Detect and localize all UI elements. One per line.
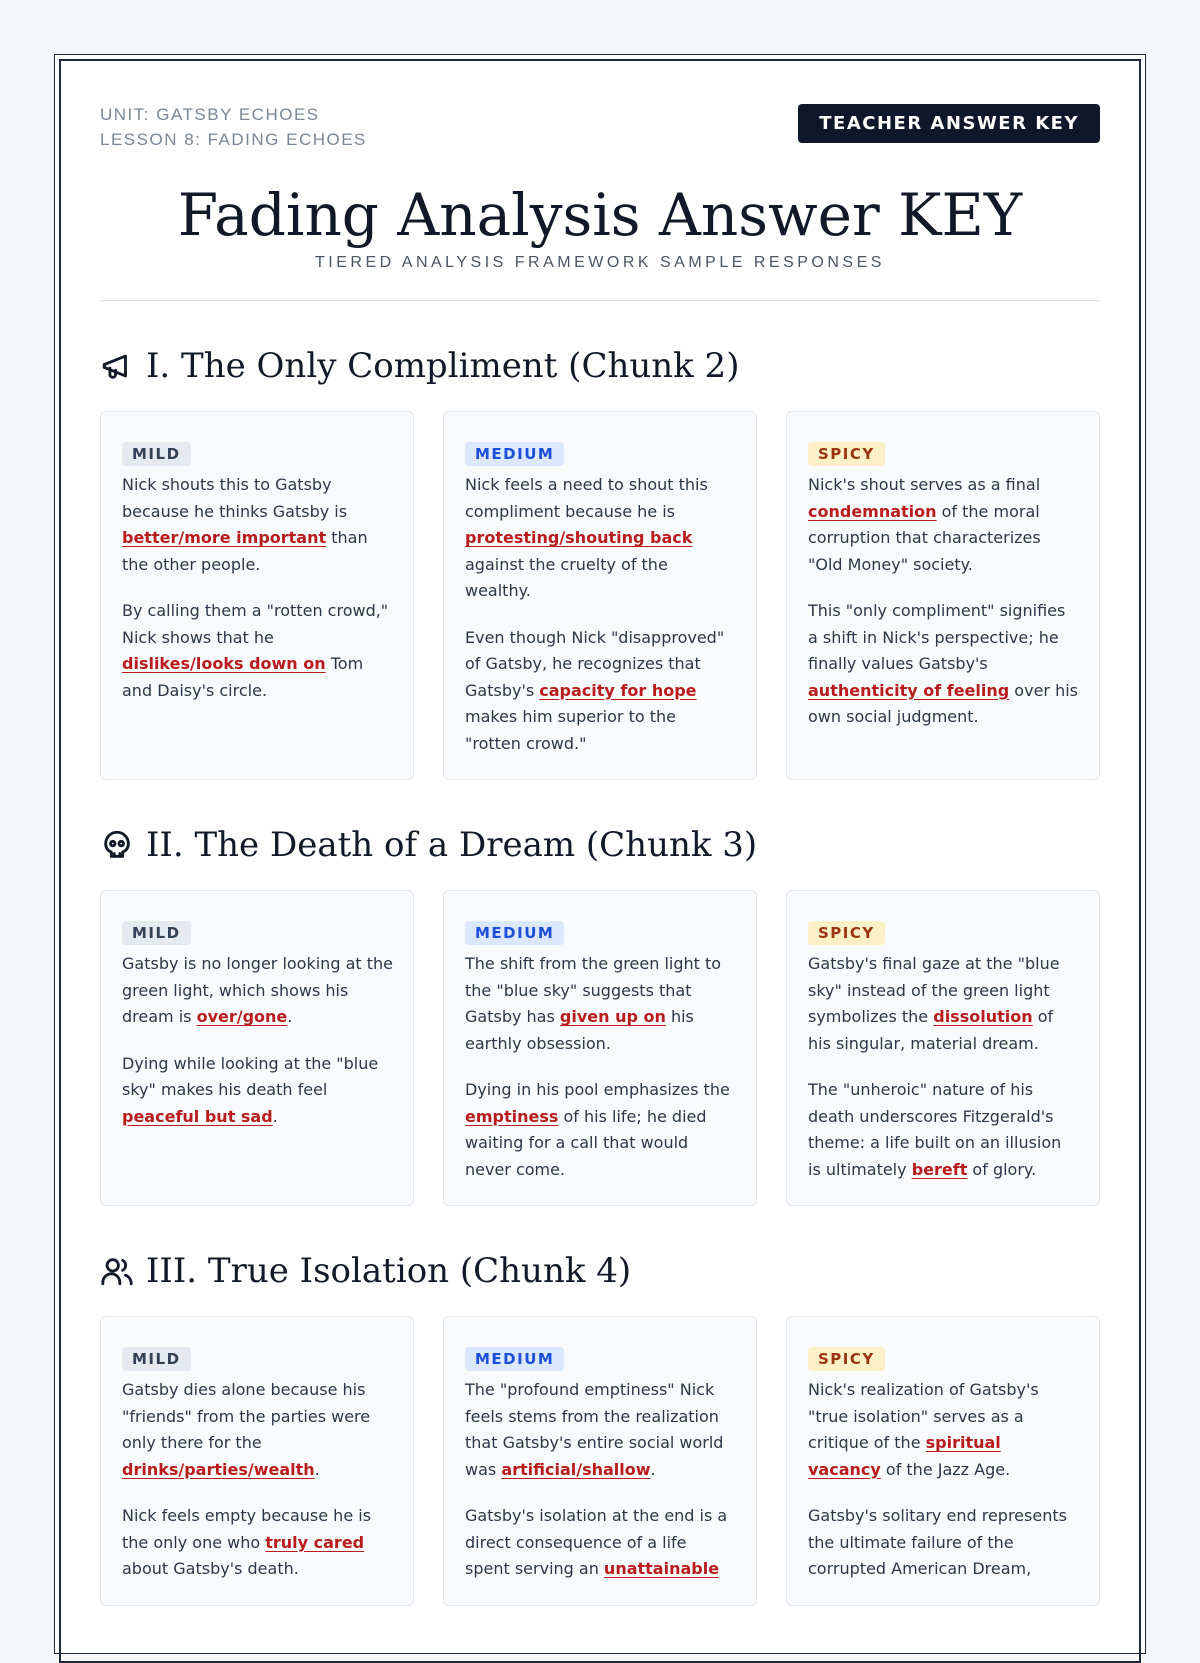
tier-cards [100, 890, 1100, 1206]
response-paragraph [808, 598, 1079, 731]
response-text: Dying while looking at the "blue sky" makes his death feel [122, 1053, 379, 1099]
answer-highlight: given up on [559, 1007, 666, 1026]
response-text: Nick's shout serves as a final [808, 475, 1041, 494]
answer-highlight: protesting/shouting back [465, 528, 693, 547]
section-title: III. True Isolation (Chunk 4) [146, 1251, 632, 1291]
tier-cards [100, 411, 1100, 780]
response-text: Nick feels a need to shout this compliment because he is [465, 475, 708, 521]
analysis-section [100, 820, 1100, 1206]
answer-highlight: unattainable [603, 1559, 720, 1578]
answer-key-badge: TEACHER ANSWER KEY [798, 104, 1100, 143]
tier-badge: MILD [122, 442, 191, 466]
response-paragraph [122, 1503, 393, 1583]
response-text: of his singular, material dream. [808, 1007, 1054, 1053]
response-paragraph [122, 951, 393, 1031]
response-paragraph [122, 1377, 393, 1483]
divider [100, 300, 1100, 301]
tier-badge: MEDIUM [465, 442, 564, 466]
response-text: The "unheroic" nature of his death underscores Fitzgerald's theme: a life built on an illusion is ultimately [808, 1080, 1062, 1179]
response-text: Tom and Daisy's circle. [122, 654, 364, 700]
response-text: . [650, 1459, 656, 1479]
response-text: The "profound emptiness" Nick feels stems from the realization that Gatsby's entire social world was [465, 1380, 724, 1479]
answer-highlight: spiritual vacancy [808, 1433, 1001, 1479]
response-paragraph [465, 625, 736, 758]
page-subtitle: TIERED ANALYSIS FRAMEWORK SAMPLE RESPONSES [315, 254, 885, 271]
tier-badge: MEDIUM [465, 921, 564, 945]
tier-card-spicy [786, 890, 1100, 1206]
answer-highlight: emptiness [465, 1106, 559, 1126]
tier-card-medium [443, 890, 757, 1206]
page-title: Fading Analysis Answer KEY [177, 181, 1023, 249]
section-title: II. The Death of a Dream (Chunk 3) [146, 825, 758, 865]
response-paragraph [808, 472, 1079, 578]
tier-badge: SPICY [808, 921, 885, 945]
response-text: Even though Nick "disapproved" of Gatsby, he recognizes that Gatsby's [465, 627, 725, 700]
response-paragraph [122, 598, 393, 704]
tier-card-medium [443, 1316, 757, 1606]
response-text: Gatsby dies alone because his "friends" from the parties were only there for the [122, 1380, 371, 1452]
users-icon [100, 1254, 134, 1288]
tier-card-mild [100, 890, 414, 1206]
sections [100, 341, 1100, 1606]
section-title: I. The Only Compliment (Chunk 2) [146, 346, 740, 386]
answer-highlight: truly cared [265, 1532, 365, 1552]
response-paragraph [465, 1503, 736, 1583]
tier-badge: MILD [122, 1347, 191, 1371]
answer-highlight: capacity for hope [539, 680, 697, 700]
analysis-section [100, 1246, 1100, 1606]
response-paragraph [465, 1377, 736, 1483]
unit-label: UNIT: GATSBY ECHOES [100, 105, 320, 124]
response-text: of his life; he died waiting for a call that would never come. [465, 1106, 707, 1179]
page-header [100, 100, 1100, 160]
response-text: Nick's realization of Gatsby's "true isolation" serves as a critique of the [808, 1380, 1039, 1452]
answer-highlight: artificial/shallow [501, 1459, 651, 1479]
skull-icon [100, 828, 134, 862]
answer-highlight: dislikes/looks down on [122, 654, 326, 673]
megaphone-icon [100, 349, 134, 383]
response-text: than the other people. [122, 528, 368, 574]
response-text: The shift from the green light to the "blue sky" suggests that Gatsby has [465, 954, 722, 1026]
response-text: Gatsby is no longer looking at the green light, which shows his dream is [122, 954, 393, 1026]
response-paragraph [808, 1077, 1079, 1183]
response-text: of the moral corruption that characterizes "Old Money" society. [808, 501, 1041, 574]
response-text: makes him superior to the "rotten crowd." [465, 707, 676, 753]
tier-card-mild [100, 411, 414, 780]
answer-highlight: drinks/parties/wealth [122, 1459, 315, 1479]
section-heading [100, 820, 1100, 870]
tier-card-spicy [786, 411, 1100, 780]
response-text: This "only compliment" signifies a shift in Nick's perspective; he finally values Gatsby's [808, 601, 1066, 673]
response-text: his earthly obsession. [465, 1007, 694, 1053]
answer-highlight: dissolution [933, 1007, 1033, 1026]
response-text: of the Jazz Age. [880, 1459, 1011, 1479]
answer-highlight: better/more important [122, 528, 327, 547]
answer-highlight: authenticity of feeling [808, 680, 1010, 700]
response-text: Gatsby's solitary end represents the ultimate failure of the corrupted American Dream, [808, 1506, 1067, 1578]
response-paragraph [122, 1051, 393, 1131]
response-text: Nick feels empty because he is the only one who [122, 1506, 372, 1552]
response-text: . [272, 1106, 278, 1126]
response-paragraph [808, 951, 1079, 1057]
response-paragraph [808, 1503, 1079, 1583]
tier-badge: MEDIUM [465, 1347, 564, 1371]
tier-card-mild [100, 1316, 414, 1606]
response-text: over his own social judgment. [808, 680, 1078, 726]
response-text: about Gatsby's death. [122, 1559, 299, 1578]
analysis-section [100, 341, 1100, 780]
section-heading [100, 341, 1100, 391]
section-heading [100, 1246, 1100, 1296]
answer-highlight: peaceful but sad [122, 1106, 273, 1126]
response-paragraph [808, 1377, 1079, 1483]
tier-card-spicy [786, 1316, 1100, 1606]
response-text: By calling them a "rotten crowd," Nick shows that he [122, 601, 389, 647]
page-content [100, 100, 1100, 1606]
tier-cards [100, 1316, 1100, 1606]
response-text: . [314, 1459, 320, 1479]
response-text: Gatsby's final gaze at the "blue sky" instead of the green light symbolizes the [808, 954, 1060, 1026]
answer-highlight: condemnation [808, 501, 937, 521]
response-text: against the cruelty of the wealthy. [465, 554, 668, 600]
response-text: . [287, 1007, 293, 1026]
response-text: Gatsby's isolation at the end is a direct consequence of a life spent serving an [465, 1506, 728, 1578]
answer-highlight: over/gone [196, 1007, 288, 1026]
unit-labels [100, 102, 367, 152]
response-text: of glory. [967, 1159, 1037, 1179]
tier-card-medium [443, 411, 757, 780]
response-paragraph [465, 472, 736, 605]
lesson-label: LESSON 8: FADING ECHOES [100, 130, 367, 149]
response-paragraph [122, 472, 393, 578]
response-paragraph [465, 1077, 736, 1183]
tier-badge: SPICY [808, 1347, 885, 1371]
response-text: Nick shouts this to Gatsby because he thinks Gatsby is [122, 475, 348, 521]
response-paragraph [465, 951, 736, 1057]
tier-badge: MILD [122, 921, 191, 945]
tier-badge: SPICY [808, 442, 885, 466]
response-text: Dying in his pool emphasizes the [465, 1080, 730, 1099]
answer-highlight: bereft [911, 1159, 968, 1179]
